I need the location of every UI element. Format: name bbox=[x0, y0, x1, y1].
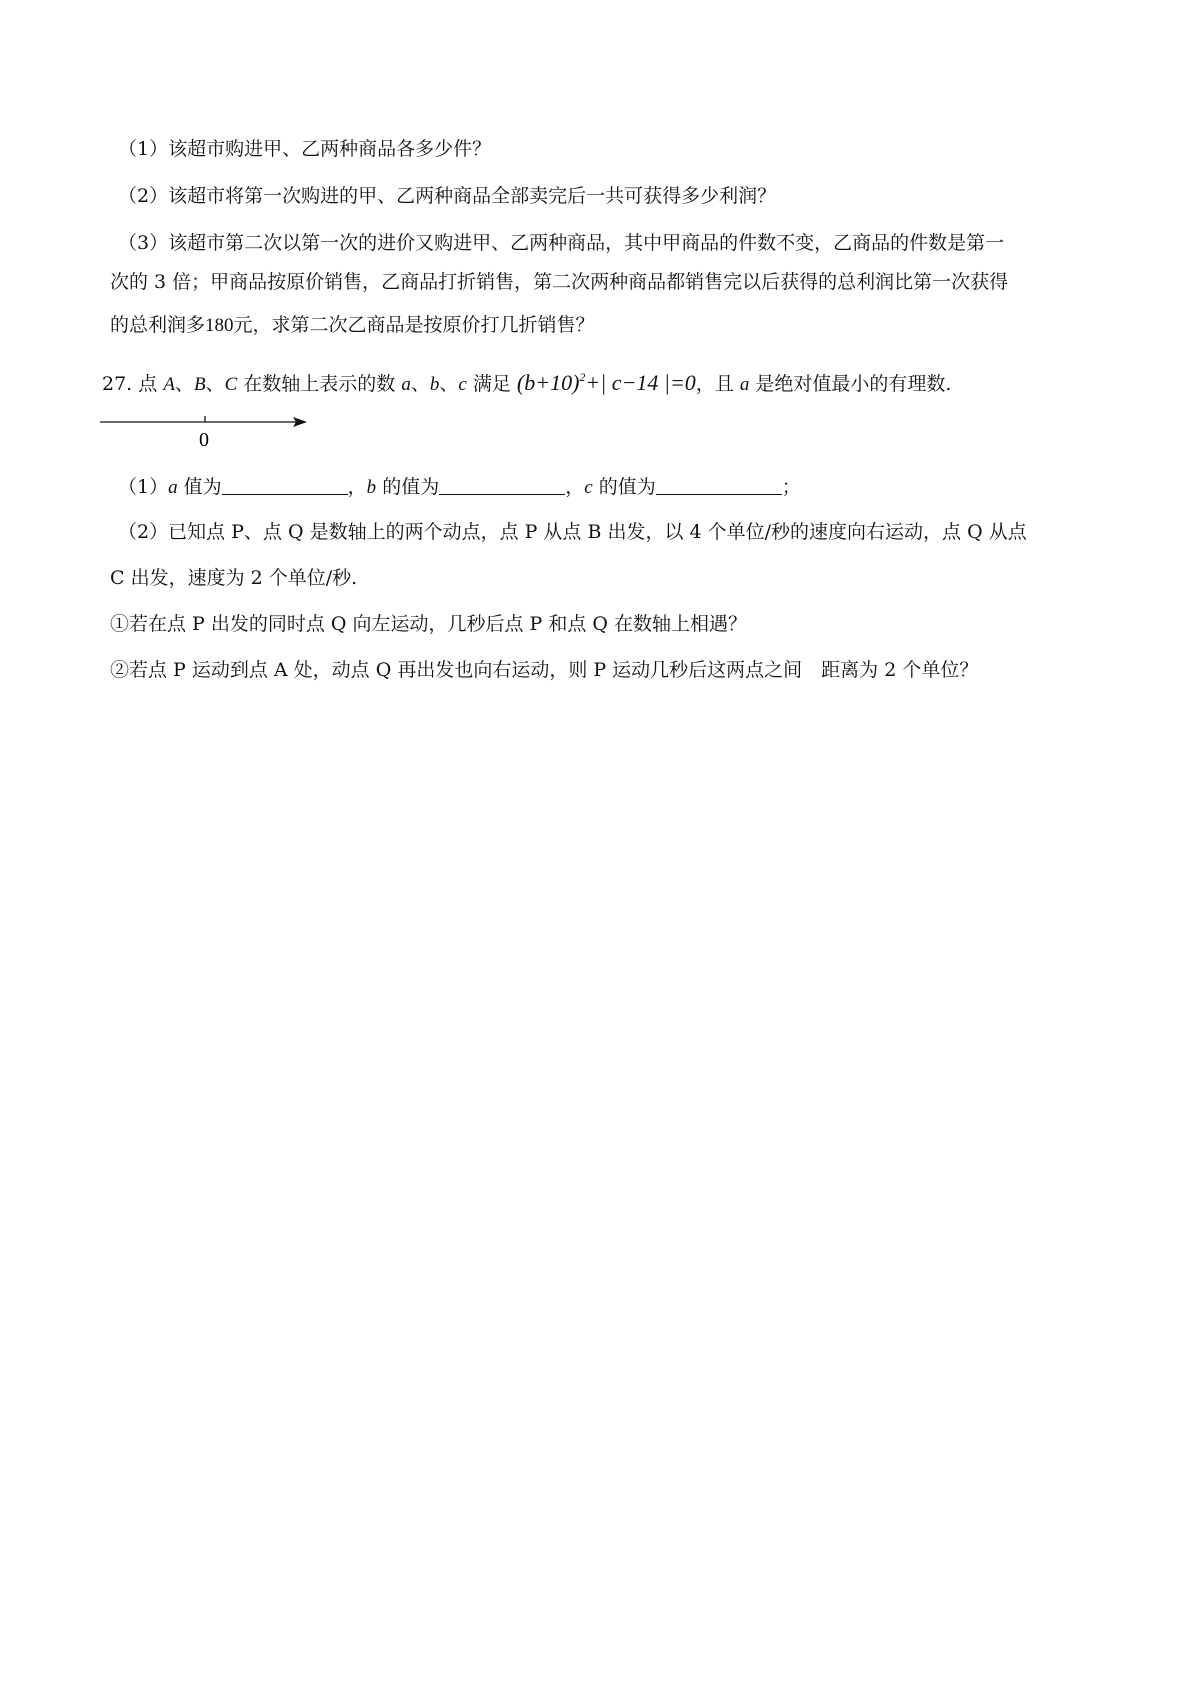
q27-sep-2: 、 bbox=[205, 373, 225, 395]
q27-eq-part1: (b+10) bbox=[516, 370, 580, 395]
q26-part3-line1: （3）该超市第二次以第一次的进价又购进甲、乙两种商品，其中甲商品的件数不变，乙商品的件数是第一 bbox=[118, 232, 1005, 254]
q27-part1 bbox=[118, 475, 801, 500]
q27-sep-1: 、 bbox=[174, 373, 194, 395]
q26-part1: （1）该超市购进甲、乙两种商品各多少件？ bbox=[118, 138, 492, 160]
q27-part1-var-b: b bbox=[366, 477, 377, 498]
q27-sub2: ②若点 P 运动到点 A 处，动点 Q 再出发也向右运动，则 P 运动几秒后这两点之间 距离为 2 个单位？ bbox=[110, 659, 979, 681]
q27-part1-text-3: 的值为 bbox=[376, 476, 440, 498]
answer-blank-c[interactable] bbox=[656, 476, 782, 495]
q26-part2: （2）该超市将第一次购进的甲、乙两种商品全部卖完后一共可获得多少利润？ bbox=[118, 185, 777, 207]
q27-point-c: C bbox=[224, 374, 238, 395]
q27-part2-line1: （2）已知点 P、点 Q 是数轴上的两个动点，点 P 从点 B 出发，以 4 个单位/秒的速度向右运动，点 Q 从点 bbox=[118, 521, 1027, 543]
q27-part1-var-a: a bbox=[168, 477, 178, 498]
q26-part3-line3 bbox=[110, 313, 595, 338]
q27-equation bbox=[517, 370, 696, 395]
number-line-zero-label: 0 bbox=[199, 429, 209, 451]
q26-part3-number: 180 bbox=[205, 315, 234, 336]
q26-part3-text-a: 的总利润多 bbox=[110, 314, 206, 336]
q26-part3-line2: 次的 3 倍；甲商品按原价销售，乙商品打折销售，第二次两种商品都销售完以后获得的总利润比第一次获得 bbox=[110, 271, 1009, 293]
q27-part1-text-5: 的值为 bbox=[592, 476, 656, 498]
q27-part2-line2: C 出发，速度为 2 个单位/秒. bbox=[110, 567, 358, 589]
q27-text-5: 是绝对值最小的有理数. bbox=[749, 373, 952, 395]
q27-point-a: A bbox=[163, 374, 175, 395]
q27-text-4: ，且 bbox=[695, 373, 740, 395]
q27-var-a-2: a bbox=[739, 374, 750, 395]
q27-eq-part2: +| c−14 |=0 bbox=[585, 370, 696, 395]
q27-var-a: a bbox=[401, 374, 411, 395]
q27-part1-text-2: ， bbox=[347, 476, 367, 498]
number-line bbox=[100, 408, 320, 452]
q27-part1-var-c: c bbox=[584, 477, 593, 498]
q27-number: 27. bbox=[102, 373, 139, 395]
q27-eq-exponent: 2 bbox=[579, 370, 586, 384]
q27-stem bbox=[102, 365, 951, 397]
q27-point-b: B bbox=[193, 374, 206, 395]
answer-blank-a[interactable] bbox=[222, 476, 348, 495]
q27-part1-prefix: （1） bbox=[118, 476, 169, 498]
q27-var-b: b bbox=[429, 374, 440, 395]
q27-sep-4: 、 bbox=[439, 373, 459, 395]
q26-part3-text-b: 元，求第二次乙商品是按原价打几折销售？ bbox=[233, 314, 595, 336]
q27-sub1: ①若在点 P 出发的同时点 Q 向左运动，几秒后点 P 和点 Q 在数轴上相遇？ bbox=[110, 613, 748, 635]
q27-var-c: c bbox=[458, 374, 467, 395]
q27-part1-text-1: 值为 bbox=[177, 476, 222, 498]
q27-text-3: 满足 bbox=[466, 373, 517, 395]
q27-text-1: 点 bbox=[138, 373, 164, 395]
q27-part1-text-4: ， bbox=[565, 476, 585, 498]
q27-part1-text-6: ； bbox=[781, 476, 801, 498]
answer-blank-b[interactable] bbox=[439, 476, 565, 495]
q27-sep-3: 、 bbox=[410, 373, 430, 395]
q27-text-2: 在数轴上表示的数 bbox=[237, 373, 402, 395]
